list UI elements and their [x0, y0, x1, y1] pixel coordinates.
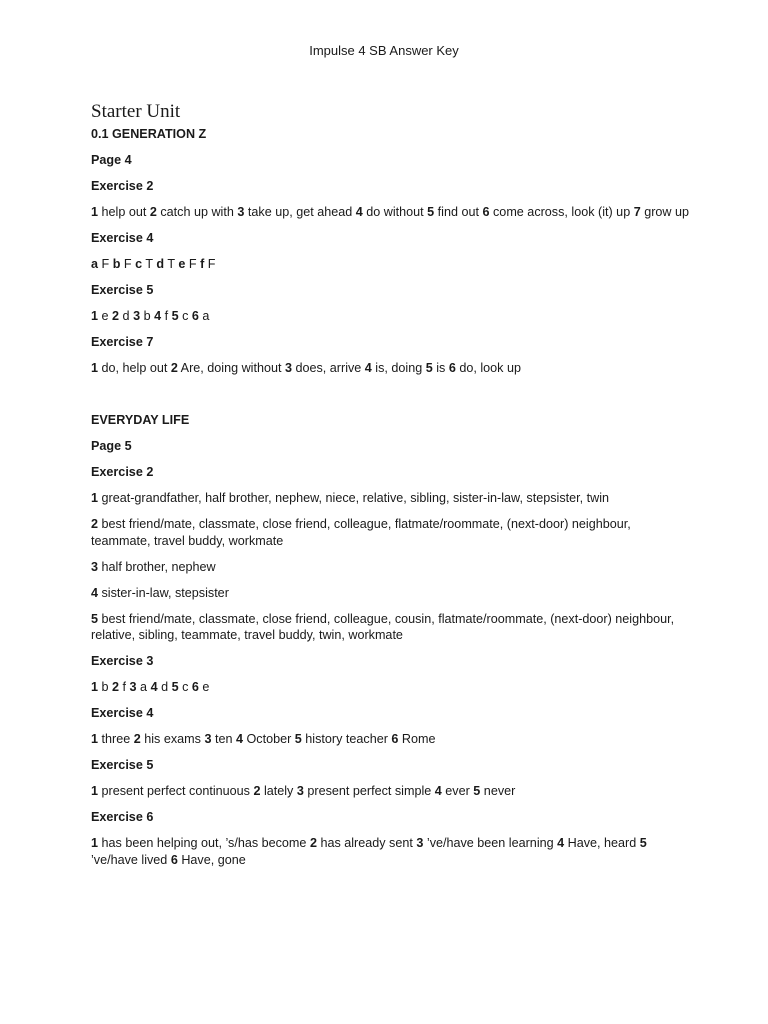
answer-line: [91, 516, 691, 549]
answer-text: never: [480, 784, 516, 798]
answer-text: sister-in-law, stepsister: [98, 585, 229, 600]
answer-text: great-grandfather, half brother, nephew, niece, relative, sibling, sister-in-law, stepsister, twin: [98, 491, 610, 505]
answer-number: 1: [91, 784, 99, 798]
answer-number: 4: [235, 732, 243, 746]
answer-text: come across, look (it) up: [489, 205, 634, 219]
answer-line: [91, 360, 691, 377]
section-title: 0.1 GENERATION Z: [91, 127, 207, 141]
answer-line: [91, 835, 691, 868]
answer-line: [91, 731, 691, 748]
answer-text: c: [178, 680, 192, 694]
page-label: Page 4: [91, 153, 132, 167]
answer-number: 1: [91, 491, 99, 505]
answer-text: F: [204, 257, 216, 271]
answer-number: 5: [473, 784, 481, 798]
answer-number: 2: [112, 680, 120, 694]
answer-number: 5: [425, 361, 433, 375]
answer-text: F: [185, 257, 201, 271]
answer-number: f: [200, 257, 205, 271]
exercise-label: Exercise 7: [91, 335, 154, 349]
exercise-label: Exercise 4: [91, 706, 154, 720]
answer-line: [91, 611, 691, 644]
answer-number: 3: [91, 559, 99, 574]
answer-text: b: [140, 309, 155, 323]
answer-line: [91, 585, 691, 602]
answer-number: 1: [91, 205, 99, 219]
answer-text: F: [120, 257, 136, 271]
answer-number: 6: [482, 205, 490, 219]
exercise-label: Exercise 5: [91, 758, 154, 772]
answer-text: e: [98, 309, 113, 323]
answer-number: 3: [129, 680, 137, 694]
exercise-label: Exercise 3: [91, 654, 154, 668]
answer-text: three: [98, 732, 134, 746]
answer-text: do, help out: [98, 361, 171, 375]
answer-text: Rome: [398, 732, 436, 746]
answer-line: [91, 679, 691, 696]
answer-text: b: [98, 680, 113, 694]
answer-number: 6: [191, 309, 199, 323]
answer-number: 3: [284, 361, 292, 375]
answer-text: has already sent: [316, 836, 417, 850]
answer-line: [91, 559, 691, 576]
answer-number: 2: [133, 732, 141, 746]
answer-number: 6: [191, 680, 199, 694]
answer-text: d: [157, 680, 172, 694]
answer-number: 1: [91, 836, 99, 850]
answer-text: T: [164, 257, 179, 271]
answer-text: best friend/mate, classmate, close friend, colleague, flatmate/roommate, (next-door) neighbour, teammate, travel buddy, workmate: [91, 517, 631, 548]
answer-text: T: [142, 257, 157, 271]
answer-number: 1: [91, 361, 99, 375]
answer-number: 6: [448, 361, 456, 375]
answer-text: half brother, nephew: [98, 559, 216, 574]
answer-text: d: [119, 309, 134, 323]
answer-number: 2: [149, 205, 157, 219]
answer-text: his exams: [140, 732, 205, 746]
exercise-label: Exercise 4: [91, 231, 154, 245]
answer-number: 2: [170, 361, 178, 375]
answer-number: 4: [355, 205, 363, 219]
answer-number: 5: [171, 309, 179, 323]
answer-text: has been helping out, ’s/has become: [98, 836, 310, 850]
answer-number: b: [112, 257, 121, 271]
answer-text: lately: [260, 784, 297, 798]
exercise-label: Exercise 6: [91, 810, 154, 824]
answer-number: 3: [204, 732, 212, 746]
answer-text: best friend/mate, classmate, close friend, colleague, cousin, flatmate/roommate, (next-door) neighbour, relative, sibling, teammate, travel buddy, twin, workmate: [91, 611, 675, 642]
answer-text: F: [98, 257, 113, 271]
answer-text: October: [242, 732, 295, 746]
answer-number: 1: [91, 732, 99, 746]
answer-line: [91, 783, 691, 800]
answer-number: 5: [171, 680, 179, 694]
answer-text: f: [119, 680, 130, 694]
answer-number: 5: [91, 611, 99, 626]
answer-number: d: [156, 257, 165, 271]
answer-number: 2: [91, 517, 99, 531]
answer-number: 1: [91, 309, 99, 323]
answer-number: e: [178, 257, 186, 271]
answer-text: e: [198, 680, 210, 694]
exercise-label: Exercise 2: [91, 465, 154, 479]
answer-text: present perfect simple: [303, 784, 435, 798]
answer-text: Have, gone: [177, 852, 246, 867]
answer-text: grow up: [640, 205, 690, 219]
answer-line: [91, 256, 691, 273]
answer-number: 5: [639, 836, 647, 850]
answer-number: c: [135, 257, 143, 271]
section-spacer: [91, 386, 691, 412]
document-body: [91, 101, 691, 878]
answer-text: find out: [434, 205, 483, 219]
answer-text: take up, get ahead: [244, 205, 356, 219]
answer-text: history teacher: [301, 732, 392, 746]
answer-number: 6: [391, 732, 399, 746]
answer-number: 4: [91, 585, 99, 600]
answer-line: [91, 308, 691, 325]
answer-text: present perfect continuous: [98, 784, 254, 798]
answer-number: 3: [133, 309, 141, 323]
answer-number: 2: [253, 784, 261, 798]
page-header: Impulse 4 SB Answer Key: [309, 43, 459, 58]
answer-number: a: [91, 257, 99, 271]
answer-text: ever: [441, 784, 474, 798]
answer-number: 4: [150, 680, 158, 694]
answer-number: 3: [416, 836, 424, 850]
exercise-label: Exercise 2: [91, 179, 154, 193]
answer-number: 7: [633, 205, 641, 219]
section-title: EVERYDAY LIFE: [91, 413, 190, 427]
answer-text: do, look up: [455, 361, 521, 375]
answer-text: c: [178, 309, 192, 323]
answer-number: 4: [434, 784, 442, 798]
answer-text: ’ve/have lived: [91, 852, 171, 867]
answer-text: help out: [98, 205, 150, 219]
answer-text: Have, heard: [564, 836, 640, 850]
answer-number: 4: [154, 309, 162, 323]
answer-text: a: [198, 309, 210, 323]
answer-number: 3: [296, 784, 304, 798]
answer-text: catch up with: [156, 205, 238, 219]
answer-text: a: [136, 680, 151, 694]
answer-number: 3: [237, 205, 245, 219]
answer-text: ’ve/have been learning: [423, 836, 558, 850]
answer-text: does, arrive: [292, 361, 365, 375]
page-label: Page 5: [91, 439, 132, 453]
unit-title: Starter Unit: [91, 101, 181, 122]
answer-text: do without: [362, 205, 428, 219]
answer-number: 5: [294, 732, 302, 746]
answer-number: 4: [364, 361, 372, 375]
answer-number: 5: [427, 205, 435, 219]
answer-line: [91, 490, 691, 507]
exercise-label: Exercise 5: [91, 283, 154, 297]
answer-text: f: [161, 309, 172, 323]
answer-text: is: [432, 361, 449, 375]
answer-number: 2: [112, 309, 120, 323]
answer-text: Are, doing without: [177, 361, 285, 375]
answer-text: is, doing: [371, 361, 426, 375]
answer-number: 6: [170, 852, 178, 867]
answer-text: ten: [211, 732, 236, 746]
answer-number: 4: [557, 836, 565, 850]
answer-number: 2: [309, 836, 317, 850]
answer-line: [91, 204, 691, 221]
answer-number: 1: [91, 680, 99, 694]
